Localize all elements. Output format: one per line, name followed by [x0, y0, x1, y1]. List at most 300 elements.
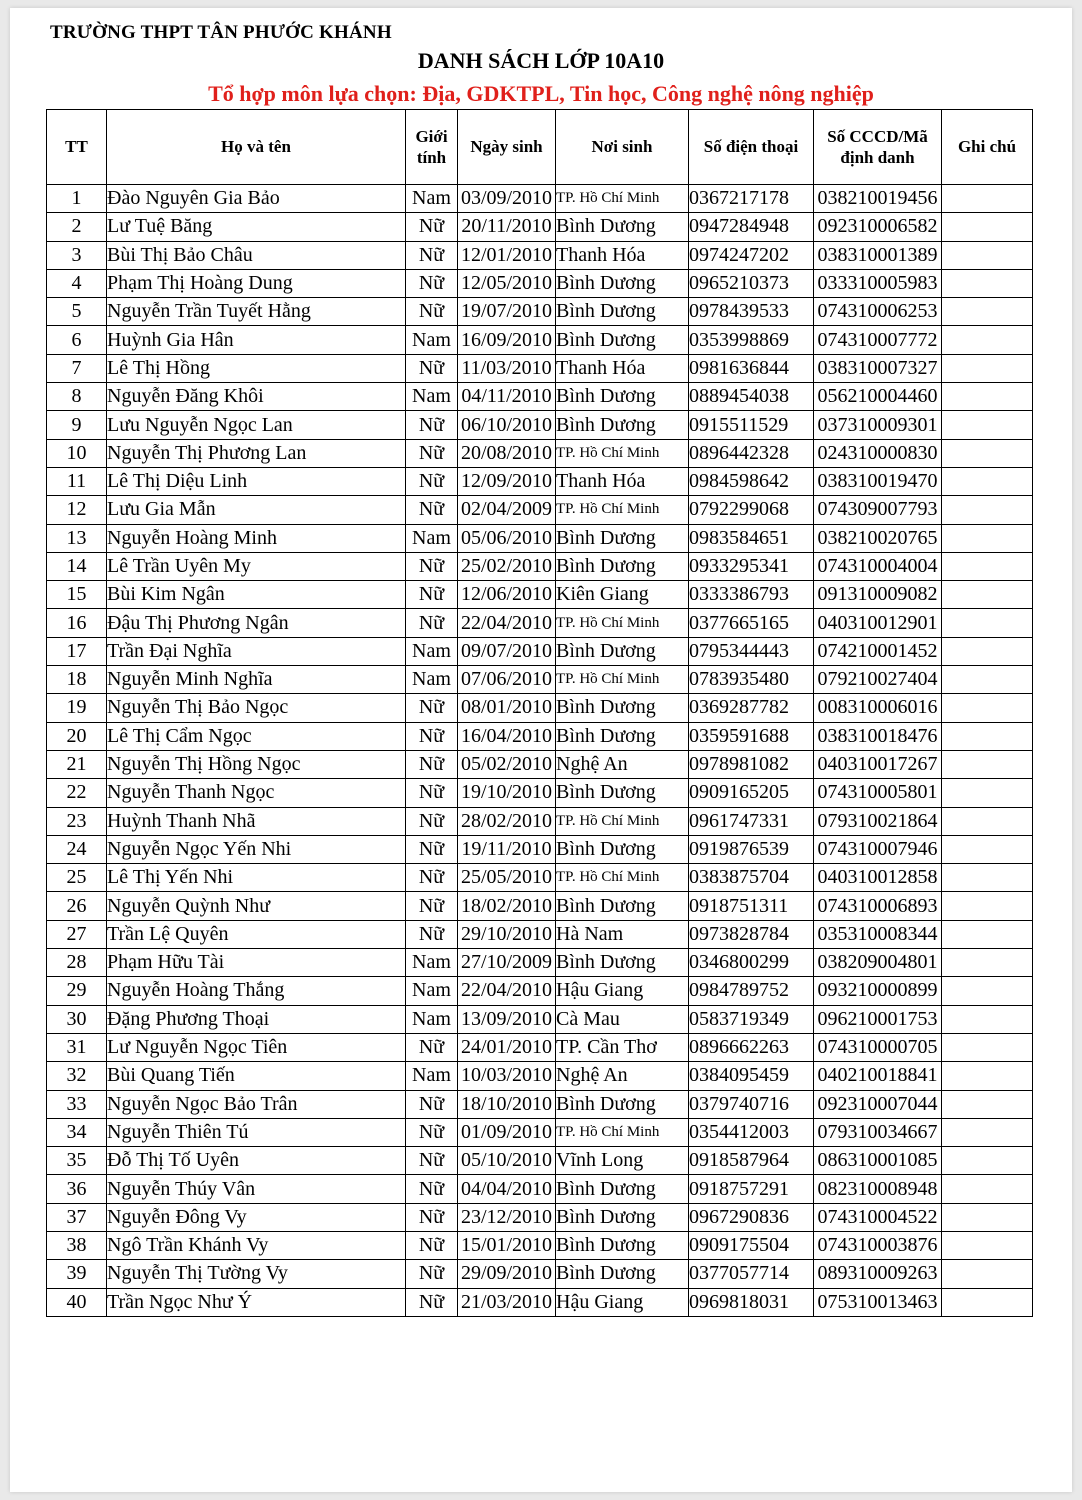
cell-dob: 12/09/2010	[458, 467, 556, 495]
cell-phone: 0333386793	[689, 581, 814, 609]
cell-name: Lê Trần Uyên My	[107, 552, 406, 580]
cell-tt: 4	[47, 269, 107, 297]
header-id-line1: Số CCCD/Mã	[827, 126, 928, 146]
cell-dob: 20/08/2010	[458, 439, 556, 467]
cell-phone: 0984789752	[689, 977, 814, 1005]
cell-id: 056210004460	[814, 383, 942, 411]
cell-phone: 0947284948	[689, 213, 814, 241]
header-name: Họ và tên	[107, 110, 406, 185]
cell-gender: Nữ	[406, 1033, 458, 1061]
cell-phone: 0889454038	[689, 383, 814, 411]
cell-phone: 0795344443	[689, 637, 814, 665]
cell-id: 038209004801	[814, 949, 942, 977]
cell-gender: Nam	[406, 637, 458, 665]
cell-dob: 15/01/2010	[458, 1231, 556, 1259]
cell-id: 079310021864	[814, 807, 942, 835]
cell-phone: 0915511529	[689, 411, 814, 439]
cell-id: 038210019456	[814, 185, 942, 213]
cell-id: 038310001389	[814, 241, 942, 269]
cell-id: 074310000705	[814, 1033, 942, 1061]
cell-dob: 19/07/2010	[458, 298, 556, 326]
cell-note	[942, 920, 1033, 948]
cell-tt: 10	[47, 439, 107, 467]
cell-name: Đào Nguyên Gia Bảo	[107, 185, 406, 213]
cell-id: 074310003876	[814, 1231, 942, 1259]
cell-tt: 29	[47, 977, 107, 1005]
cell-name: Nguyễn Hoàng Thắng	[107, 977, 406, 1005]
cell-place: TP. Hồ Chí Minh	[556, 439, 689, 467]
cell-tt: 3	[47, 241, 107, 269]
table-row	[47, 411, 1033, 439]
cell-note	[942, 383, 1033, 411]
cell-name: Nguyễn Thị Tường Vy	[107, 1260, 406, 1288]
cell-tt: 33	[47, 1090, 107, 1118]
cell-place: TP. Hồ Chí Minh	[556, 666, 689, 694]
cell-tt: 9	[47, 411, 107, 439]
table-row	[47, 779, 1033, 807]
cell-gender: Nam	[406, 949, 458, 977]
cell-dob: 19/10/2010	[458, 779, 556, 807]
cell-id: 074310006253	[814, 298, 942, 326]
cell-place: Hậu Giang	[556, 977, 689, 1005]
cell-note	[942, 1175, 1033, 1203]
cell-name: Lưu Nguyễn Ngọc Lan	[107, 411, 406, 439]
cell-gender: Nữ	[406, 581, 458, 609]
cell-tt: 31	[47, 1033, 107, 1061]
cell-dob: 04/11/2010	[458, 383, 556, 411]
table-row	[47, 496, 1033, 524]
cell-tt: 34	[47, 1118, 107, 1146]
cell-id: 074310006893	[814, 892, 942, 920]
cell-id: 074210001452	[814, 637, 942, 665]
cell-phone: 0973828784	[689, 920, 814, 948]
cell-dob: 29/09/2010	[458, 1260, 556, 1288]
cell-note	[942, 411, 1033, 439]
cell-place: Bình Dương	[556, 411, 689, 439]
cell-id: 038210020765	[814, 524, 942, 552]
cell-gender: Nữ	[406, 467, 458, 495]
cell-tt: 6	[47, 326, 107, 354]
header-tt: TT	[47, 110, 107, 185]
cell-note	[942, 298, 1033, 326]
cell-dob: 25/02/2010	[458, 552, 556, 580]
cell-note	[942, 694, 1033, 722]
cell-name: Đặng Phương Thoại	[107, 1005, 406, 1033]
cell-gender: Nữ	[406, 609, 458, 637]
table-row	[47, 1260, 1033, 1288]
cell-tt: 1	[47, 185, 107, 213]
table-row	[47, 864, 1033, 892]
cell-place: Bình Dương	[556, 694, 689, 722]
cell-tt: 35	[47, 1147, 107, 1175]
header-id-line2: định danh	[840, 148, 915, 167]
cell-id: 074310004522	[814, 1203, 942, 1231]
cell-place: Hà Nam	[556, 920, 689, 948]
cell-dob: 01/09/2010	[458, 1118, 556, 1146]
cell-gender: Nữ	[406, 1203, 458, 1231]
table-row	[47, 1033, 1033, 1061]
cell-note	[942, 666, 1033, 694]
cell-phone: 0367217178	[689, 185, 814, 213]
cell-phone: 0583719349	[689, 1005, 814, 1033]
cell-phone: 0383875704	[689, 864, 814, 892]
cell-id: 037310009301	[814, 411, 942, 439]
table-row	[47, 977, 1033, 1005]
table-row	[47, 1118, 1033, 1146]
cell-place: Bình Dương	[556, 326, 689, 354]
cell-phone: 0377057714	[689, 1260, 814, 1288]
cell-dob: 07/06/2010	[458, 666, 556, 694]
cell-id: 035310008344	[814, 920, 942, 948]
cell-note	[942, 552, 1033, 580]
cell-dob: 19/11/2010	[458, 835, 556, 863]
cell-tt: 17	[47, 637, 107, 665]
cell-phone: 0384095459	[689, 1062, 814, 1090]
cell-dob: 03/09/2010	[458, 185, 556, 213]
cell-place: TP. Cần Thơ	[556, 1033, 689, 1061]
cell-gender: Nữ	[406, 411, 458, 439]
table-row	[47, 750, 1033, 778]
subject-combination: Tổ hợp môn lựa chọn: Địa, GDKTPL, Tin học, Công nghệ nông nghiệp	[208, 81, 874, 106]
cell-id: 092310007044	[814, 1090, 942, 1118]
cell-tt: 13	[47, 524, 107, 552]
cell-note	[942, 269, 1033, 297]
cell-id: 038310007327	[814, 354, 942, 382]
cell-id: 074310004004	[814, 552, 942, 580]
cell-place: Vĩnh Long	[556, 1147, 689, 1175]
cell-dob: 18/10/2010	[458, 1090, 556, 1118]
cell-phone: 0974247202	[689, 241, 814, 269]
cell-place: TP. Hồ Chí Minh	[556, 609, 689, 637]
cell-note	[942, 1005, 1033, 1033]
cell-phone: 0978981082	[689, 750, 814, 778]
cell-note	[942, 581, 1033, 609]
cell-name: Nguyễn Thị Bảo Ngọc	[107, 694, 406, 722]
cell-name: Nguyễn Thanh Ngọc	[107, 779, 406, 807]
cell-name: Nguyễn Thị Hồng Ngọc	[107, 750, 406, 778]
cell-id: 038310019470	[814, 467, 942, 495]
cell-id: 040310017267	[814, 750, 942, 778]
table-row	[47, 1203, 1033, 1231]
cell-tt: 26	[47, 892, 107, 920]
cell-tt: 12	[47, 496, 107, 524]
cell-dob: 09/07/2010	[458, 637, 556, 665]
cell-tt: 28	[47, 949, 107, 977]
cell-phone: 0353998869	[689, 326, 814, 354]
cell-tt: 24	[47, 835, 107, 863]
cell-gender: Nữ	[406, 241, 458, 269]
cell-phone: 0984598642	[689, 467, 814, 495]
cell-place: Bình Dương	[556, 1231, 689, 1259]
cell-id: 092310006582	[814, 213, 942, 241]
table-row	[47, 439, 1033, 467]
cell-place: Thanh Hóa	[556, 354, 689, 382]
cell-gender: Nữ	[406, 722, 458, 750]
cell-tt: 38	[47, 1231, 107, 1259]
cell-id: 086310001085	[814, 1147, 942, 1175]
cell-place: Bình Dương	[556, 637, 689, 665]
cell-place: Cà Mau	[556, 1005, 689, 1033]
cell-gender: Nữ	[406, 779, 458, 807]
cell-note	[942, 722, 1033, 750]
cell-gender: Nữ	[406, 298, 458, 326]
header-gender-line2: tính	[416, 148, 447, 167]
cell-note	[942, 241, 1033, 269]
table-row	[47, 666, 1033, 694]
cell-name: Trần Ngọc Như Ý	[107, 1288, 406, 1316]
table-header-row	[47, 110, 1033, 185]
table-row	[47, 722, 1033, 750]
cell-gender: Nữ	[406, 694, 458, 722]
cell-id: 040310012901	[814, 609, 942, 637]
cell-id: 091310009082	[814, 581, 942, 609]
cell-gender: Nữ	[406, 920, 458, 948]
cell-name: Nguyễn Đông Vy	[107, 1203, 406, 1231]
cell-name: Lê Thị Hồng	[107, 354, 406, 382]
cell-gender: Nam	[406, 383, 458, 411]
cell-tt: 23	[47, 807, 107, 835]
table-row	[47, 383, 1033, 411]
cell-gender: Nữ	[406, 1147, 458, 1175]
cell-place: Bình Dương	[556, 1260, 689, 1288]
cell-phone: 0377665165	[689, 609, 814, 637]
table-row	[47, 694, 1033, 722]
cell-dob: 10/03/2010	[458, 1062, 556, 1090]
list-title: DANH SÁCH LỚP 10A10	[417, 48, 665, 73]
cell-note	[942, 892, 1033, 920]
cell-phone: 0896662263	[689, 1033, 814, 1061]
cell-note	[942, 1288, 1033, 1316]
cell-name: Lê Thị Yến Nhi	[107, 864, 406, 892]
table-row	[47, 581, 1033, 609]
cell-name: Huỳnh Thanh Nhã	[107, 807, 406, 835]
cell-name: Lê Thị Cẩm Ngọc	[107, 722, 406, 750]
cell-name: Lư Nguyễn Ngọc Tiên	[107, 1033, 406, 1061]
cell-tt: 21	[47, 750, 107, 778]
cell-place: TP. Hồ Chí Minh	[556, 807, 689, 835]
cell-id: 038310018476	[814, 722, 942, 750]
cell-dob: 23/12/2010	[458, 1203, 556, 1231]
cell-id: 074310007772	[814, 326, 942, 354]
cell-name: Bùi Thị Bảo Châu	[107, 241, 406, 269]
table-row	[47, 1231, 1033, 1259]
cell-id: 075310013463	[814, 1288, 942, 1316]
cell-name: Lê Thị Diệu Linh	[107, 467, 406, 495]
table-row	[47, 835, 1033, 863]
cell-tt: 20	[47, 722, 107, 750]
cell-place: Thanh Hóa	[556, 467, 689, 495]
roster-body	[47, 185, 1033, 1317]
cell-dob: 12/06/2010	[458, 581, 556, 609]
cell-id: 074310005801	[814, 779, 942, 807]
cell-dob: 16/09/2010	[458, 326, 556, 354]
cell-phone: 0918587964	[689, 1147, 814, 1175]
cell-place: TP. Hồ Chí Minh	[556, 864, 689, 892]
cell-dob: 05/06/2010	[458, 524, 556, 552]
cell-gender: Nam	[406, 524, 458, 552]
cell-name: Bùi Kim Ngân	[107, 581, 406, 609]
table-row	[47, 637, 1033, 665]
cell-phone: 0961747331	[689, 807, 814, 835]
cell-tt: 37	[47, 1203, 107, 1231]
cell-note	[942, 977, 1033, 1005]
cell-tt: 5	[47, 298, 107, 326]
table-row	[47, 185, 1033, 213]
cell-place: Bình Dương	[556, 552, 689, 580]
cell-name: Đỗ Thị Tố Uyên	[107, 1147, 406, 1175]
cell-gender: Nữ	[406, 1090, 458, 1118]
cell-name: Nguyễn Trần Tuyết Hằng	[107, 298, 406, 326]
cell-phone: 0359591688	[689, 722, 814, 750]
cell-place: Bình Dương	[556, 779, 689, 807]
cell-dob: 18/02/2010	[458, 892, 556, 920]
cell-gender: Nữ	[406, 892, 458, 920]
cell-dob: 05/10/2010	[458, 1147, 556, 1175]
cell-phone: 0909175504	[689, 1231, 814, 1259]
cell-note	[942, 864, 1033, 892]
cell-id: 079210027404	[814, 666, 942, 694]
cell-tt: 8	[47, 383, 107, 411]
cell-place: Hậu Giang	[556, 1288, 689, 1316]
cell-phone: 0919876539	[689, 835, 814, 863]
cell-tt: 7	[47, 354, 107, 382]
table-row	[47, 892, 1033, 920]
cell-dob: 02/04/2009	[458, 496, 556, 524]
cell-gender: Nữ	[406, 835, 458, 863]
cell-dob: 05/02/2010	[458, 750, 556, 778]
cell-tt: 18	[47, 666, 107, 694]
cell-note	[942, 524, 1033, 552]
cell-note	[942, 949, 1033, 977]
cell-phone: 0918757291	[689, 1175, 814, 1203]
cell-place: Nghệ An	[556, 750, 689, 778]
cell-name: Trần Lệ Quyên	[107, 920, 406, 948]
cell-gender: Nữ	[406, 552, 458, 580]
cell-phone: 0346800299	[689, 949, 814, 977]
cell-place: Bình Dương	[556, 269, 689, 297]
header-gender	[406, 110, 458, 185]
cell-dob: 24/01/2010	[458, 1033, 556, 1061]
cell-dob: 16/04/2010	[458, 722, 556, 750]
cell-note	[942, 467, 1033, 495]
cell-note	[942, 354, 1033, 382]
cell-name: Nguyễn Minh Nghĩa	[107, 666, 406, 694]
cell-note	[942, 1118, 1033, 1146]
cell-phone: 0933295341	[689, 552, 814, 580]
table-row	[47, 1175, 1033, 1203]
cell-gender: Nam	[406, 1005, 458, 1033]
table-row	[47, 949, 1033, 977]
cell-id: 074309007793	[814, 496, 942, 524]
table-row	[47, 1288, 1033, 1316]
cell-tt: 36	[47, 1175, 107, 1203]
cell-gender: Nữ	[406, 1175, 458, 1203]
cell-place: Bình Dương	[556, 1175, 689, 1203]
cell-phone: 0983584651	[689, 524, 814, 552]
cell-place: Bình Dương	[556, 383, 689, 411]
cell-place: Bình Dương	[556, 892, 689, 920]
cell-name: Bùi Quang Tiến	[107, 1062, 406, 1090]
cell-place: Kiên Giang	[556, 581, 689, 609]
cell-tt: 30	[47, 1005, 107, 1033]
cell-place: Bình Dương	[556, 524, 689, 552]
cell-tt: 19	[47, 694, 107, 722]
header-phone: Số điện thoại	[689, 110, 814, 185]
cell-phone: 0379740716	[689, 1090, 814, 1118]
cell-tt: 2	[47, 213, 107, 241]
cell-dob: 08/01/2010	[458, 694, 556, 722]
school-name: TRƯỜNG THPT TÂN PHƯỚC KHÁNH	[50, 22, 392, 43]
document-page	[10, 8, 1072, 1492]
table-row	[47, 920, 1033, 948]
table-row	[47, 807, 1033, 835]
header-dob: Ngày sinh	[458, 110, 556, 185]
cell-note	[942, 1062, 1033, 1090]
cell-tt: 16	[47, 609, 107, 637]
cell-gender: Nam	[406, 977, 458, 1005]
cell-dob: 12/01/2010	[458, 241, 556, 269]
cell-note	[942, 609, 1033, 637]
cell-tt: 27	[47, 920, 107, 948]
cell-phone: 0896442328	[689, 439, 814, 467]
cell-dob: 28/02/2010	[458, 807, 556, 835]
cell-note	[942, 1090, 1033, 1118]
cell-phone: 0909165205	[689, 779, 814, 807]
cell-dob: 20/11/2010	[458, 213, 556, 241]
cell-phone: 0969818031	[689, 1288, 814, 1316]
cell-note	[942, 439, 1033, 467]
cell-name: Nguyễn Đăng Khôi	[107, 383, 406, 411]
class-roster-table	[46, 109, 1033, 1317]
table-row	[47, 326, 1033, 354]
cell-phone: 0918751311	[689, 892, 814, 920]
cell-note	[942, 807, 1033, 835]
cell-id: 082310008948	[814, 1175, 942, 1203]
cell-place: TP. Hồ Chí Minh	[556, 185, 689, 213]
cell-gender: Nữ	[406, 807, 458, 835]
cell-place: Nghệ An	[556, 1062, 689, 1090]
table-row	[47, 298, 1033, 326]
cell-gender: Nữ	[406, 354, 458, 382]
cell-phone: 0967290836	[689, 1203, 814, 1231]
cell-dob: 25/05/2010	[458, 864, 556, 892]
cell-dob: 12/05/2010	[458, 269, 556, 297]
cell-id: 093210000899	[814, 977, 942, 1005]
cell-name: Huỳnh Gia Hân	[107, 326, 406, 354]
cell-tt: 40	[47, 1288, 107, 1316]
cell-id: 089310009263	[814, 1260, 942, 1288]
cell-gender: Nam	[406, 185, 458, 213]
cell-tt: 14	[47, 552, 107, 580]
cell-dob: 29/10/2010	[458, 920, 556, 948]
cell-place: TP. Hồ Chí Minh	[556, 1118, 689, 1146]
cell-name: Phạm Thị Hoàng Dung	[107, 269, 406, 297]
cell-id: 008310006016	[814, 694, 942, 722]
header-place: Nơi sinh	[556, 110, 689, 185]
cell-note	[942, 1231, 1033, 1259]
cell-phone: 0978439533	[689, 298, 814, 326]
cell-name: Nguyễn Hoàng Minh	[107, 524, 406, 552]
cell-note	[942, 1203, 1033, 1231]
cell-gender: Nam	[406, 1062, 458, 1090]
cell-dob: 04/04/2010	[458, 1175, 556, 1203]
cell-tt: 15	[47, 581, 107, 609]
cell-note	[942, 637, 1033, 665]
table-row	[47, 1005, 1033, 1033]
cell-phone: 0354412003	[689, 1118, 814, 1146]
cell-place: Thanh Hóa	[556, 241, 689, 269]
cell-place: TP. Hồ Chí Minh	[556, 496, 689, 524]
